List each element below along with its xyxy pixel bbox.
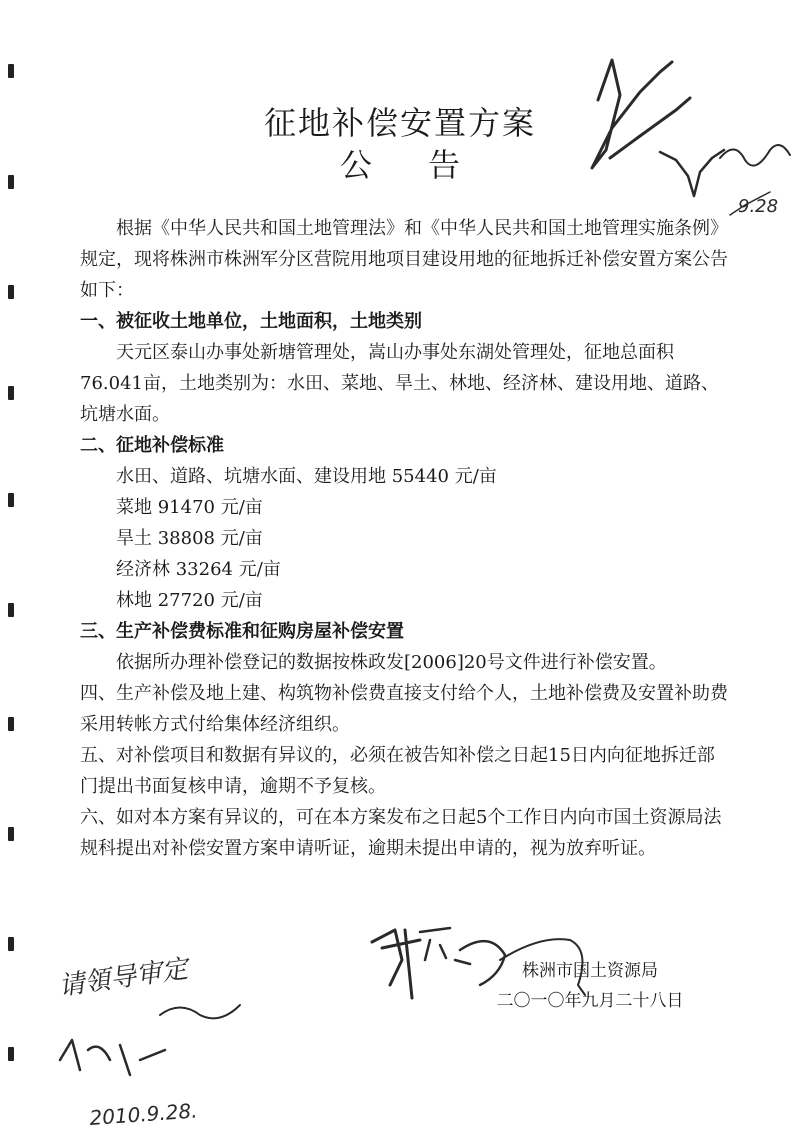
issuing-organization: 株洲市国土资源局 <box>522 961 658 981</box>
handwritten-date: 2010.9.28. <box>88 1098 199 1130</box>
standard-item: 水田、道路、坑塘水面、建设用地 55440 元/亩 <box>116 466 497 487</box>
binder-mark <box>8 64 14 78</box>
standard-item: 菜地 91470 元/亩 <box>116 497 263 518</box>
subtitle-char-1: 公 <box>339 146 372 184</box>
section-5-text: 五、对补偿项目和数据有异议的，必须在被告知补偿之日起15日内向征地拆迁部门提出书面复核申请，逾期不予复核。 <box>80 745 715 797</box>
section-6-text: 六、如对本方案有异议的，可在本方案发布之日起5个工作日内向市国土资源局法规科提出对补偿安置方案申请听证，逾期未提出申请的，视为放弃听证。 <box>80 807 722 859</box>
handwritten-note <box>57 954 240 1075</box>
standard-item: 林地 27720 元/亩 <box>116 590 263 611</box>
binder-mark <box>8 937 14 951</box>
section-1-heading: 一、被征收土地单位，土地面积，土地类别 <box>80 311 422 332</box>
document-title: 征地补偿安置方案 <box>263 104 536 142</box>
handwritten-note-line: 请領导审定 <box>56 954 190 1002</box>
standard-item: 旱土 38808 元/亩 <box>116 528 263 549</box>
binder-mark <box>8 1047 14 1061</box>
binder-mark <box>8 603 14 617</box>
section-2-heading: 二、征地补偿标准 <box>80 435 224 456</box>
signature-block <box>470 956 710 1016</box>
issue-date: 二〇一〇年九月二十八日 <box>496 991 684 1011</box>
binder-mark <box>8 717 14 731</box>
binder-mark <box>8 386 14 400</box>
binder-mark <box>8 493 14 507</box>
section-3-text: 依据所办理补偿登记的数据按株政发[2006]20号文件进行补偿安置。 <box>116 652 667 673</box>
document-body <box>80 213 730 864</box>
intro-paragraph: 根据《中华人民共和国土地管理法》和《中华人民共和国土地管理实施条例》规定，现将株洲市株洲军分区营院用地项目建设用地的征地拆迁补偿安置方案公告如下： <box>80 218 728 301</box>
top-right-annotation: 9.28 <box>738 196 779 217</box>
section-3-heading: 三、生产补偿费标准和征购房屋补偿安置 <box>80 621 404 642</box>
document-subtitle <box>0 140 800 186</box>
binder-mark <box>8 827 14 841</box>
section-4-text: 四、生产补偿及地上建、构筑物补偿费直接支付给个人，土地补偿费及安置补助费采用转帐方式付给集体经济组织。 <box>80 683 728 735</box>
section-1-text: 天元区泰山办事处新塘管理处，嵩山办事处东湖处管理处，征地总面积76.041亩，土地类别为：水田、菜地、旱土、林地、经济林、建设用地、道路、坑塘水面。 <box>80 342 719 425</box>
binder-mark <box>8 285 14 299</box>
subtitle-char-2: 告 <box>428 146 461 184</box>
standard-item: 经济林 33264 元/亩 <box>116 559 281 580</box>
